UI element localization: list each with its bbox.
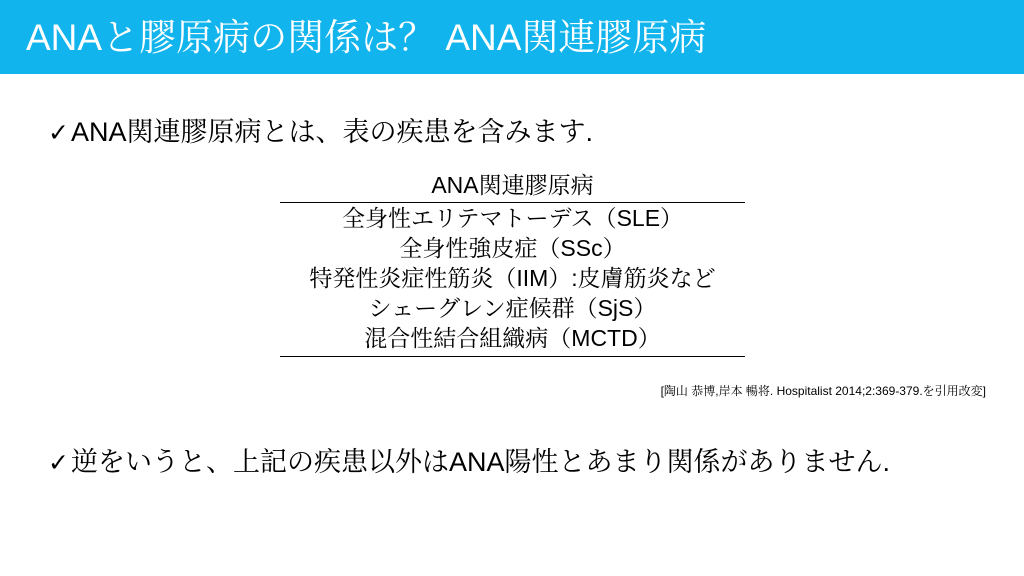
bullet-item-2 [48,440,890,479]
table-row: 混合性結合組織病（MCTD） [280,323,745,357]
check-icon: ✓ [48,119,69,147]
citation-text: [陶山 恭博,岸本 暢将. Hospitalist 2014;2:369-379.を引用改変] [660,384,986,398]
table-header: ANA関連膠原病 [280,170,745,203]
table-row: シェーグレン症候群（SjS） [368,295,657,321]
slide-title-bar [0,0,1024,74]
disease-table [280,170,745,357]
table-row: 全身性強皮症（SSc） [399,235,626,261]
page-title: ANAと膠原病の関係は？ ANA関連膠原病 [26,16,707,58]
bullet-1-text: ANA関連膠原病とは、表の疾患を含みます. [70,117,593,147]
check-icon: ✓ [48,449,69,477]
table-row: 全身性エリテマトーデス（SLE） [341,205,684,231]
bullet-item-1 [48,110,593,149]
bullet-2-text: 逆をいうと、上記の疾患以外はANA陽性とあまり関係がありません. [70,447,890,477]
table-row: 特発性炎症性筋炎（IIM）:皮膚筋炎など [309,265,716,291]
